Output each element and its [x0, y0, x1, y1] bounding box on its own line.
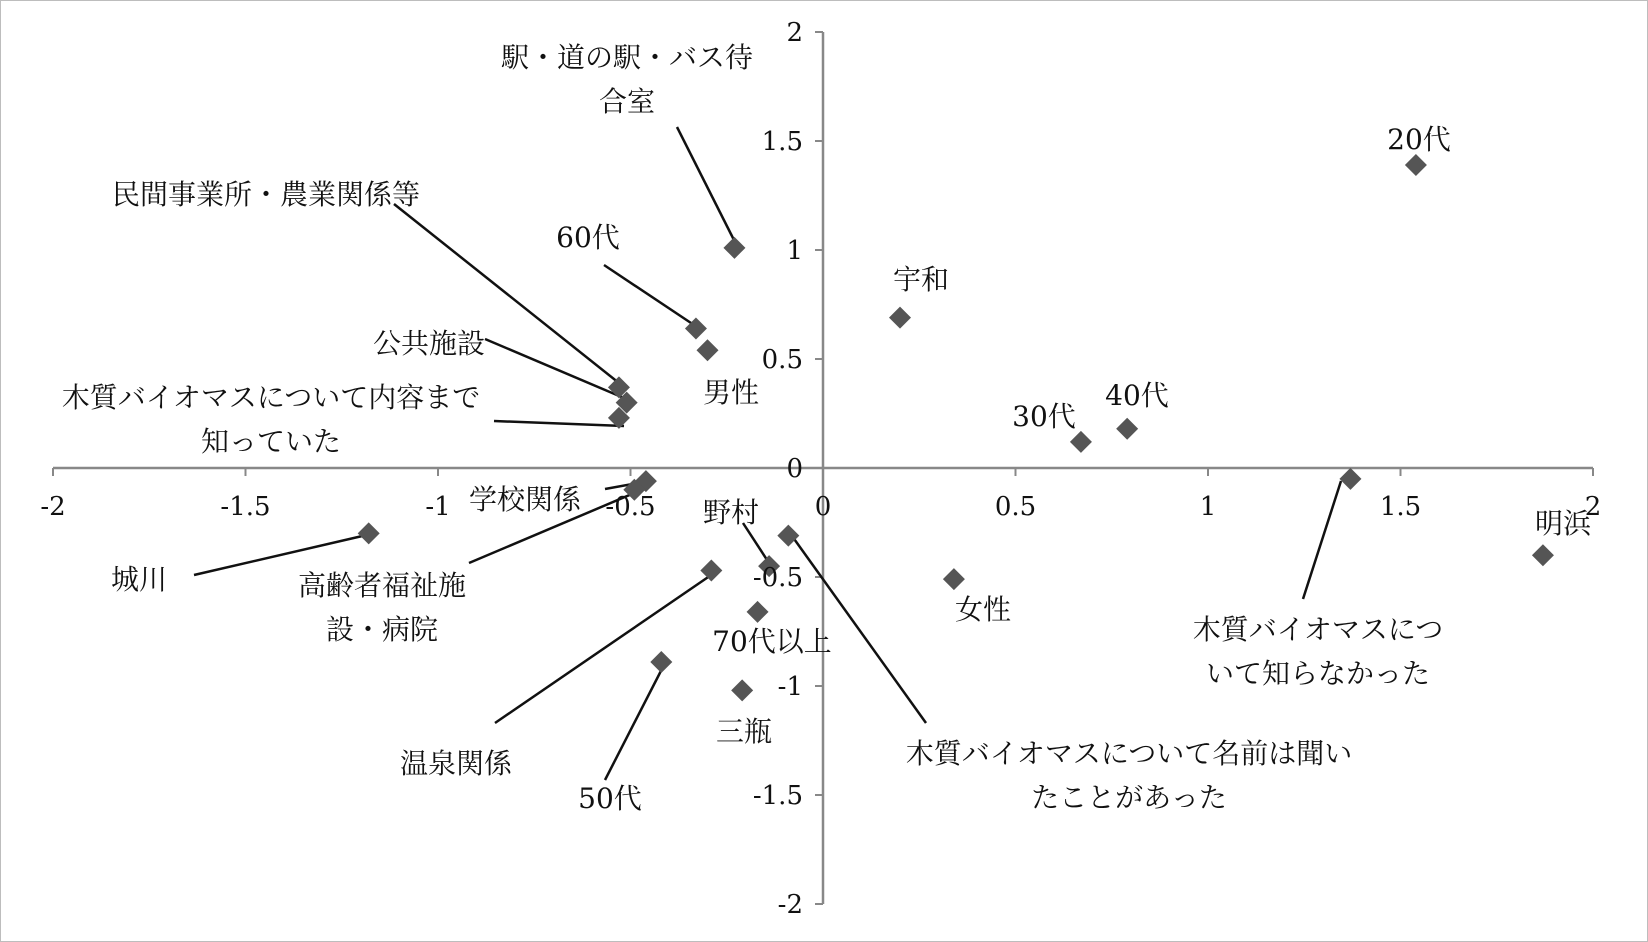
point-label: 高齢者福祉施: [297, 569, 467, 602]
y-tick-label: -2: [777, 890, 803, 920]
y-tick-label: 0: [786, 454, 803, 484]
leader-line: [677, 127, 738, 248]
x-tick-label: 0.5: [994, 492, 1037, 522]
point-label: 男性: [702, 376, 760, 409]
leader-line: [495, 571, 717, 723]
point-label: いて知らなかった: [1205, 657, 1431, 690]
data-point: [889, 307, 911, 329]
point-label: 野村: [702, 496, 760, 529]
data-point: [1339, 468, 1361, 490]
point-label: 設・病院: [325, 613, 439, 646]
leader-line: [494, 421, 624, 426]
point-label: 木質バイオマスにつ: [1192, 613, 1444, 646]
point-label: たことがあった: [1031, 781, 1227, 814]
scatter-plot: [1, 1, 1647, 941]
point-label: 城川: [110, 563, 168, 596]
x-tick-label: 0: [814, 492, 832, 522]
data-point: [1405, 154, 1427, 176]
data-point: [943, 568, 965, 590]
data-point: [1070, 431, 1092, 453]
y-tick-label: 2: [786, 18, 803, 48]
leader-line: [604, 265, 700, 329]
point-label: 三瓶: [715, 715, 773, 748]
point-label: 温泉関係: [399, 747, 513, 780]
y-tick-label: -1: [777, 672, 803, 702]
data-point: [731, 679, 753, 701]
point-label: 20代: [1387, 123, 1451, 156]
data-point: [1532, 544, 1554, 566]
point-label: 30代: [1012, 400, 1076, 433]
point-label: 60代: [556, 221, 620, 254]
point-label: 民間事業所・農業関係等: [111, 178, 421, 211]
data-point: [650, 651, 672, 673]
x-tick-label: 2: [1584, 492, 1602, 522]
leader-lines: [194, 127, 1341, 780]
leader-line: [605, 663, 665, 780]
y-tick-label: -1.5: [752, 781, 803, 811]
point-label: 木質バイオマスについて名前は聞い: [905, 737, 1353, 770]
x-tick-label: 1.5: [1379, 492, 1422, 522]
x-tick-label: -0.5: [605, 492, 656, 522]
point-label: 女性: [954, 593, 1012, 626]
x-tick-label: -2: [40, 492, 66, 522]
y-tick-label: 0.5: [761, 345, 803, 375]
point-label: 公共施設: [372, 327, 486, 360]
point-label: 50代: [578, 782, 642, 815]
x-tick-label: -1.5: [220, 492, 271, 522]
y-tick-label: 1: [786, 236, 803, 266]
point-label: 明浜: [1534, 507, 1592, 540]
x-tick-label: 1: [1199, 492, 1217, 522]
data-point: [700, 559, 722, 581]
data-point: [723, 237, 745, 259]
point-label: 40代: [1105, 379, 1169, 412]
leader-line: [1303, 481, 1341, 599]
data-point: [1116, 418, 1138, 440]
point-label: 合室: [598, 85, 656, 118]
point-label: 学校関係: [468, 483, 582, 516]
point-label: 知っていた: [200, 425, 342, 458]
leader-line: [485, 339, 631, 401]
data-point: [697, 339, 719, 361]
data-point: [747, 601, 769, 623]
point-label: 70代以上: [712, 625, 832, 658]
point-label: 木質バイオマスについて内容まで: [61, 381, 481, 414]
axes: [53, 32, 1593, 904]
data-point: [358, 522, 380, 544]
y-tick-label: -0.5: [752, 563, 803, 593]
point-label: 宇和: [892, 263, 950, 296]
point-label: 駅・道の駅・バス待: [500, 41, 754, 74]
y-tick-label: 1.5: [761, 127, 803, 157]
x-tick-label: -1: [425, 492, 451, 522]
